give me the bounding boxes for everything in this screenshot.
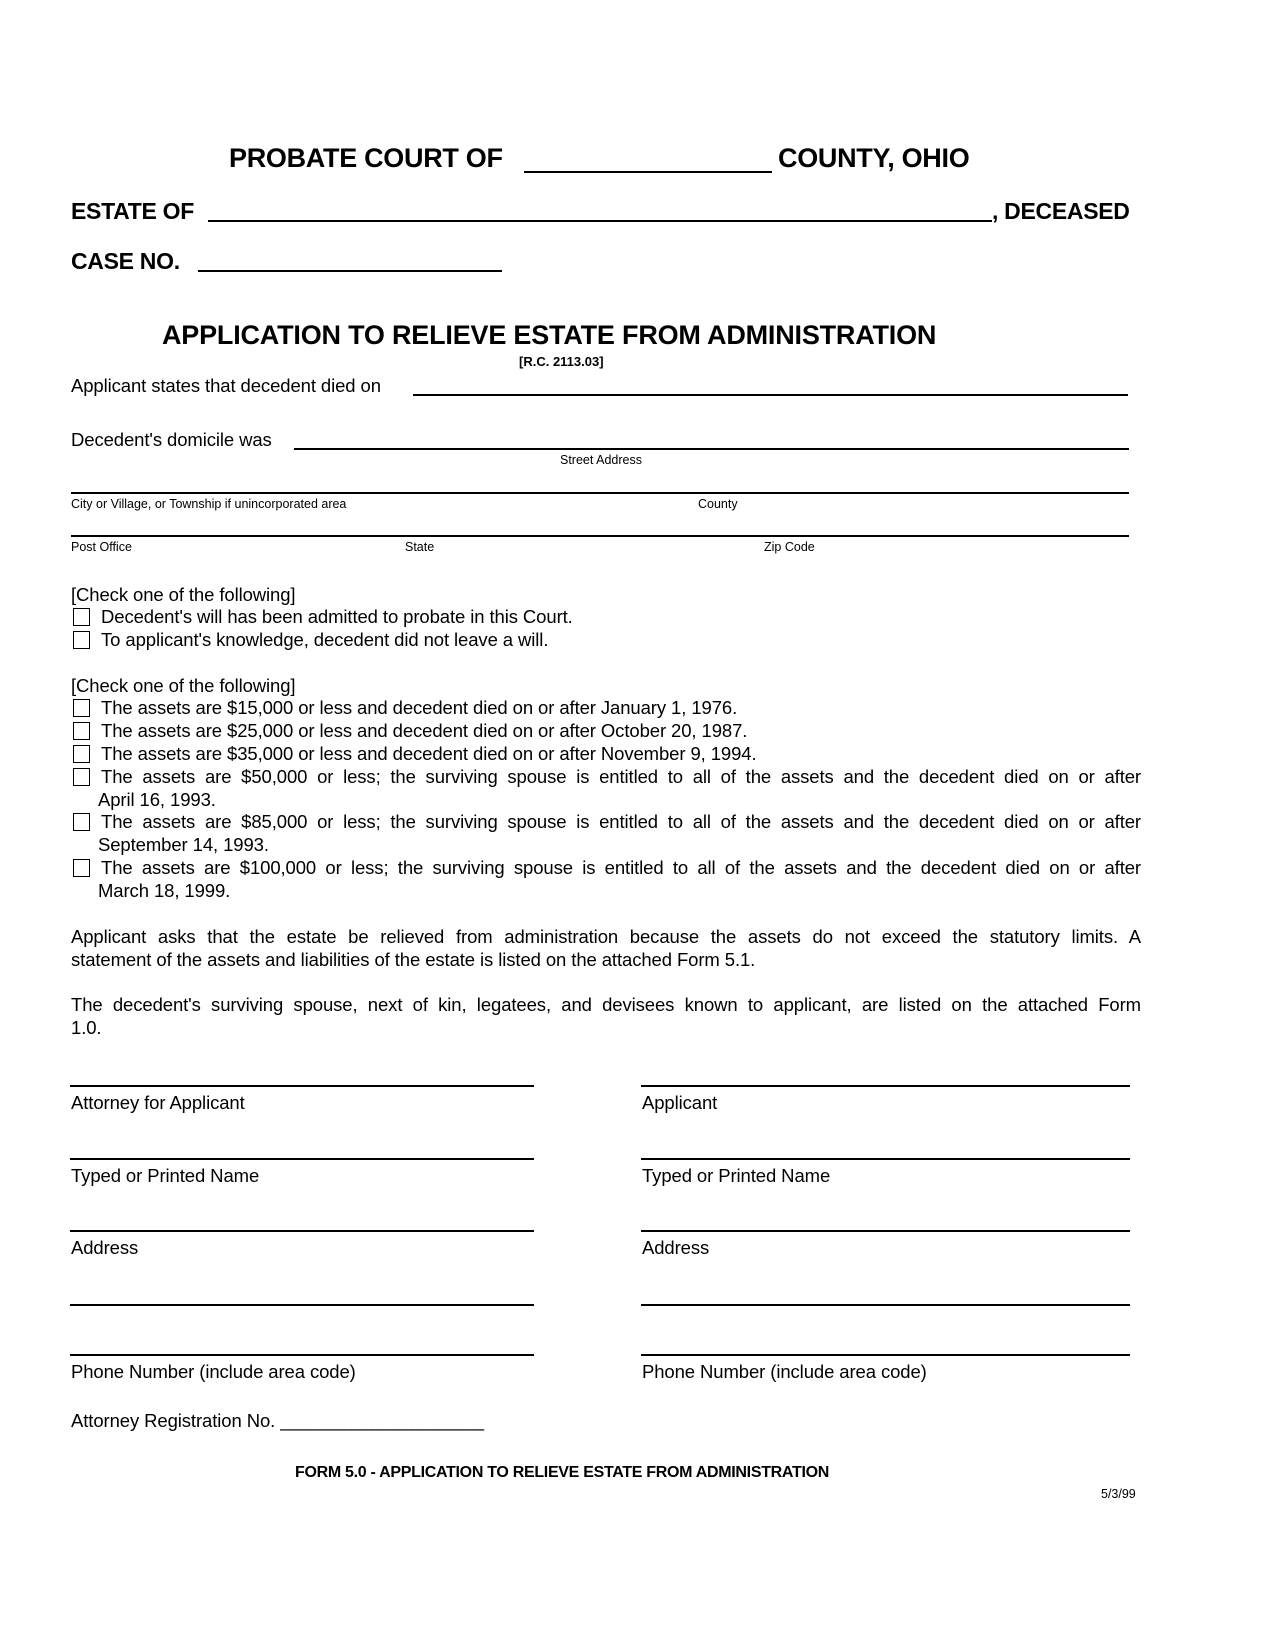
form-footer-title: FORM 5.0 - APPLICATION TO RELIEVE ESTATE FROM ADMINISTRATION [295,1464,830,1481]
attorney-name-field[interactable] [70,1158,534,1160]
kin-paragraph-line1: The decedent's surviving spouse, next of kin, legatees, and devisees known to applicant, are listed on the attached Form [71,994,1141,1015]
county-caption: County [698,497,738,511]
attorney-registration-field[interactable]: Attorney Registration No. ____________________ [71,1410,484,1431]
relief-paragraph-line2: statement of the assets and liabilities of the estate is listed on the attached Form 5.1. [71,949,756,970]
attorney-address-line2-field[interactable] [70,1304,534,1306]
assets-15000-label: The assets are $15,000 or less and decedent died on or after January 1, 1976. [101,697,738,718]
will-instruction: [Check one of the following] [71,584,296,605]
assets-35000-checkbox[interactable] [73,745,90,763]
applicant-address-line2-field[interactable] [641,1304,1130,1306]
assets-100000-date: March 18, 1999. [98,880,231,901]
applicant-address-caption: Address [642,1237,710,1258]
attorney-address-field[interactable] [70,1230,534,1232]
relief-paragraph-line1: Applicant asks that the estate be relieved from administration because the assets do not exceed the statutory limits. A [71,926,1141,947]
city-caption: City or Village, or Township if unincorporated area [71,497,347,511]
died-on-label: Applicant states that decedent died on [71,375,381,396]
street-address-field[interactable] [294,448,1129,450]
assets-50000-checkbox[interactable] [73,768,90,786]
attorney-signature-field[interactable] [70,1085,534,1087]
assets-25000-label: The assets are $25,000 or less and decedent died on or after October 20, 1987. [101,720,748,741]
no-will-label: To applicant's knowledge, decedent did not leave a will. [101,629,549,650]
state-caption: State [405,540,435,554]
post-office-state-zip-field[interactable] [71,535,1129,537]
post-office-caption: Post Office [71,540,132,554]
city-county-field[interactable] [71,492,1129,494]
assets-35000-label: The assets are $35,000 or less and decedent died on or after November 9, 1994. [101,743,757,764]
applicant-name-caption: Typed or Printed Name [642,1165,831,1186]
attorney-name-caption: Typed or Printed Name [71,1165,260,1186]
kin-paragraph-line2: 1.0. [71,1017,102,1038]
estate-name-field[interactable] [208,220,992,222]
form-title: APPLICATION TO RELIEVE ESTATE FROM ADMINISTRATION [162,320,937,350]
applicant-phone-field[interactable] [641,1354,1130,1356]
assets-100000-checkbox[interactable] [73,859,90,877]
county-name-field[interactable] [524,171,772,173]
case-number-field[interactable] [198,270,502,272]
applicant-phone-caption: Phone Number (include area code) [642,1361,927,1382]
assets-85000-date: September 14, 1993. [98,834,269,855]
court-suffix: COUNTY, OHIO [778,143,970,173]
will-admitted-checkbox[interactable] [73,608,90,626]
zip-code-caption: Zip Code [764,540,815,554]
street-address-caption: Street Address [560,453,642,467]
assets-25000-checkbox[interactable] [73,722,90,740]
assets-85000-checkbox[interactable] [73,813,90,831]
applicant-name-field[interactable] [641,1158,1130,1160]
assets-50000-label: The assets are $50,000 or less; the surviving spouse is entitled to all of the assets and the decedent died on or after [101,766,1141,787]
assets-15000-checkbox[interactable] [73,699,90,717]
assets-50000-date: April 16, 1993. [98,789,216,810]
attorney-phone-field[interactable] [70,1354,534,1356]
attorney-address-caption: Address [71,1237,139,1258]
estate-label: ESTATE OF [71,198,194,224]
assets-100000-label: The assets are $100,000 or less; the surviving spouse is entitled to all of the assets and the decedent died on or after [101,857,1141,878]
applicant-signature-caption: Applicant [642,1092,718,1113]
revision-date: 5/3/99 [1101,1487,1136,1501]
date-of-death-field[interactable] [413,394,1128,396]
assets-instruction: [Check one of the following] [71,675,296,696]
no-will-checkbox[interactable] [73,631,90,649]
domicile-label: Decedent's domicile was [71,429,272,450]
will-admitted-label: Decedent's will has been admitted to probate in this Court. [101,606,573,627]
applicant-address-field[interactable] [641,1230,1130,1232]
court-prefix: PROBATE COURT OF [229,143,503,173]
statute-citation: [R.C. 2113.03] [519,354,604,369]
applicant-signature-field[interactable] [641,1085,1130,1087]
case-number-label: CASE NO. [71,248,180,274]
assets-85000-label: The assets are $85,000 or less; the surviving spouse is entitled to all of the assets and the decedent died on or after [101,811,1141,832]
attorney-phone-caption: Phone Number (include area code) [71,1361,356,1382]
attorney-signature-caption: Attorney for Applicant [71,1092,245,1113]
deceased-label: , DECEASED [992,198,1130,224]
